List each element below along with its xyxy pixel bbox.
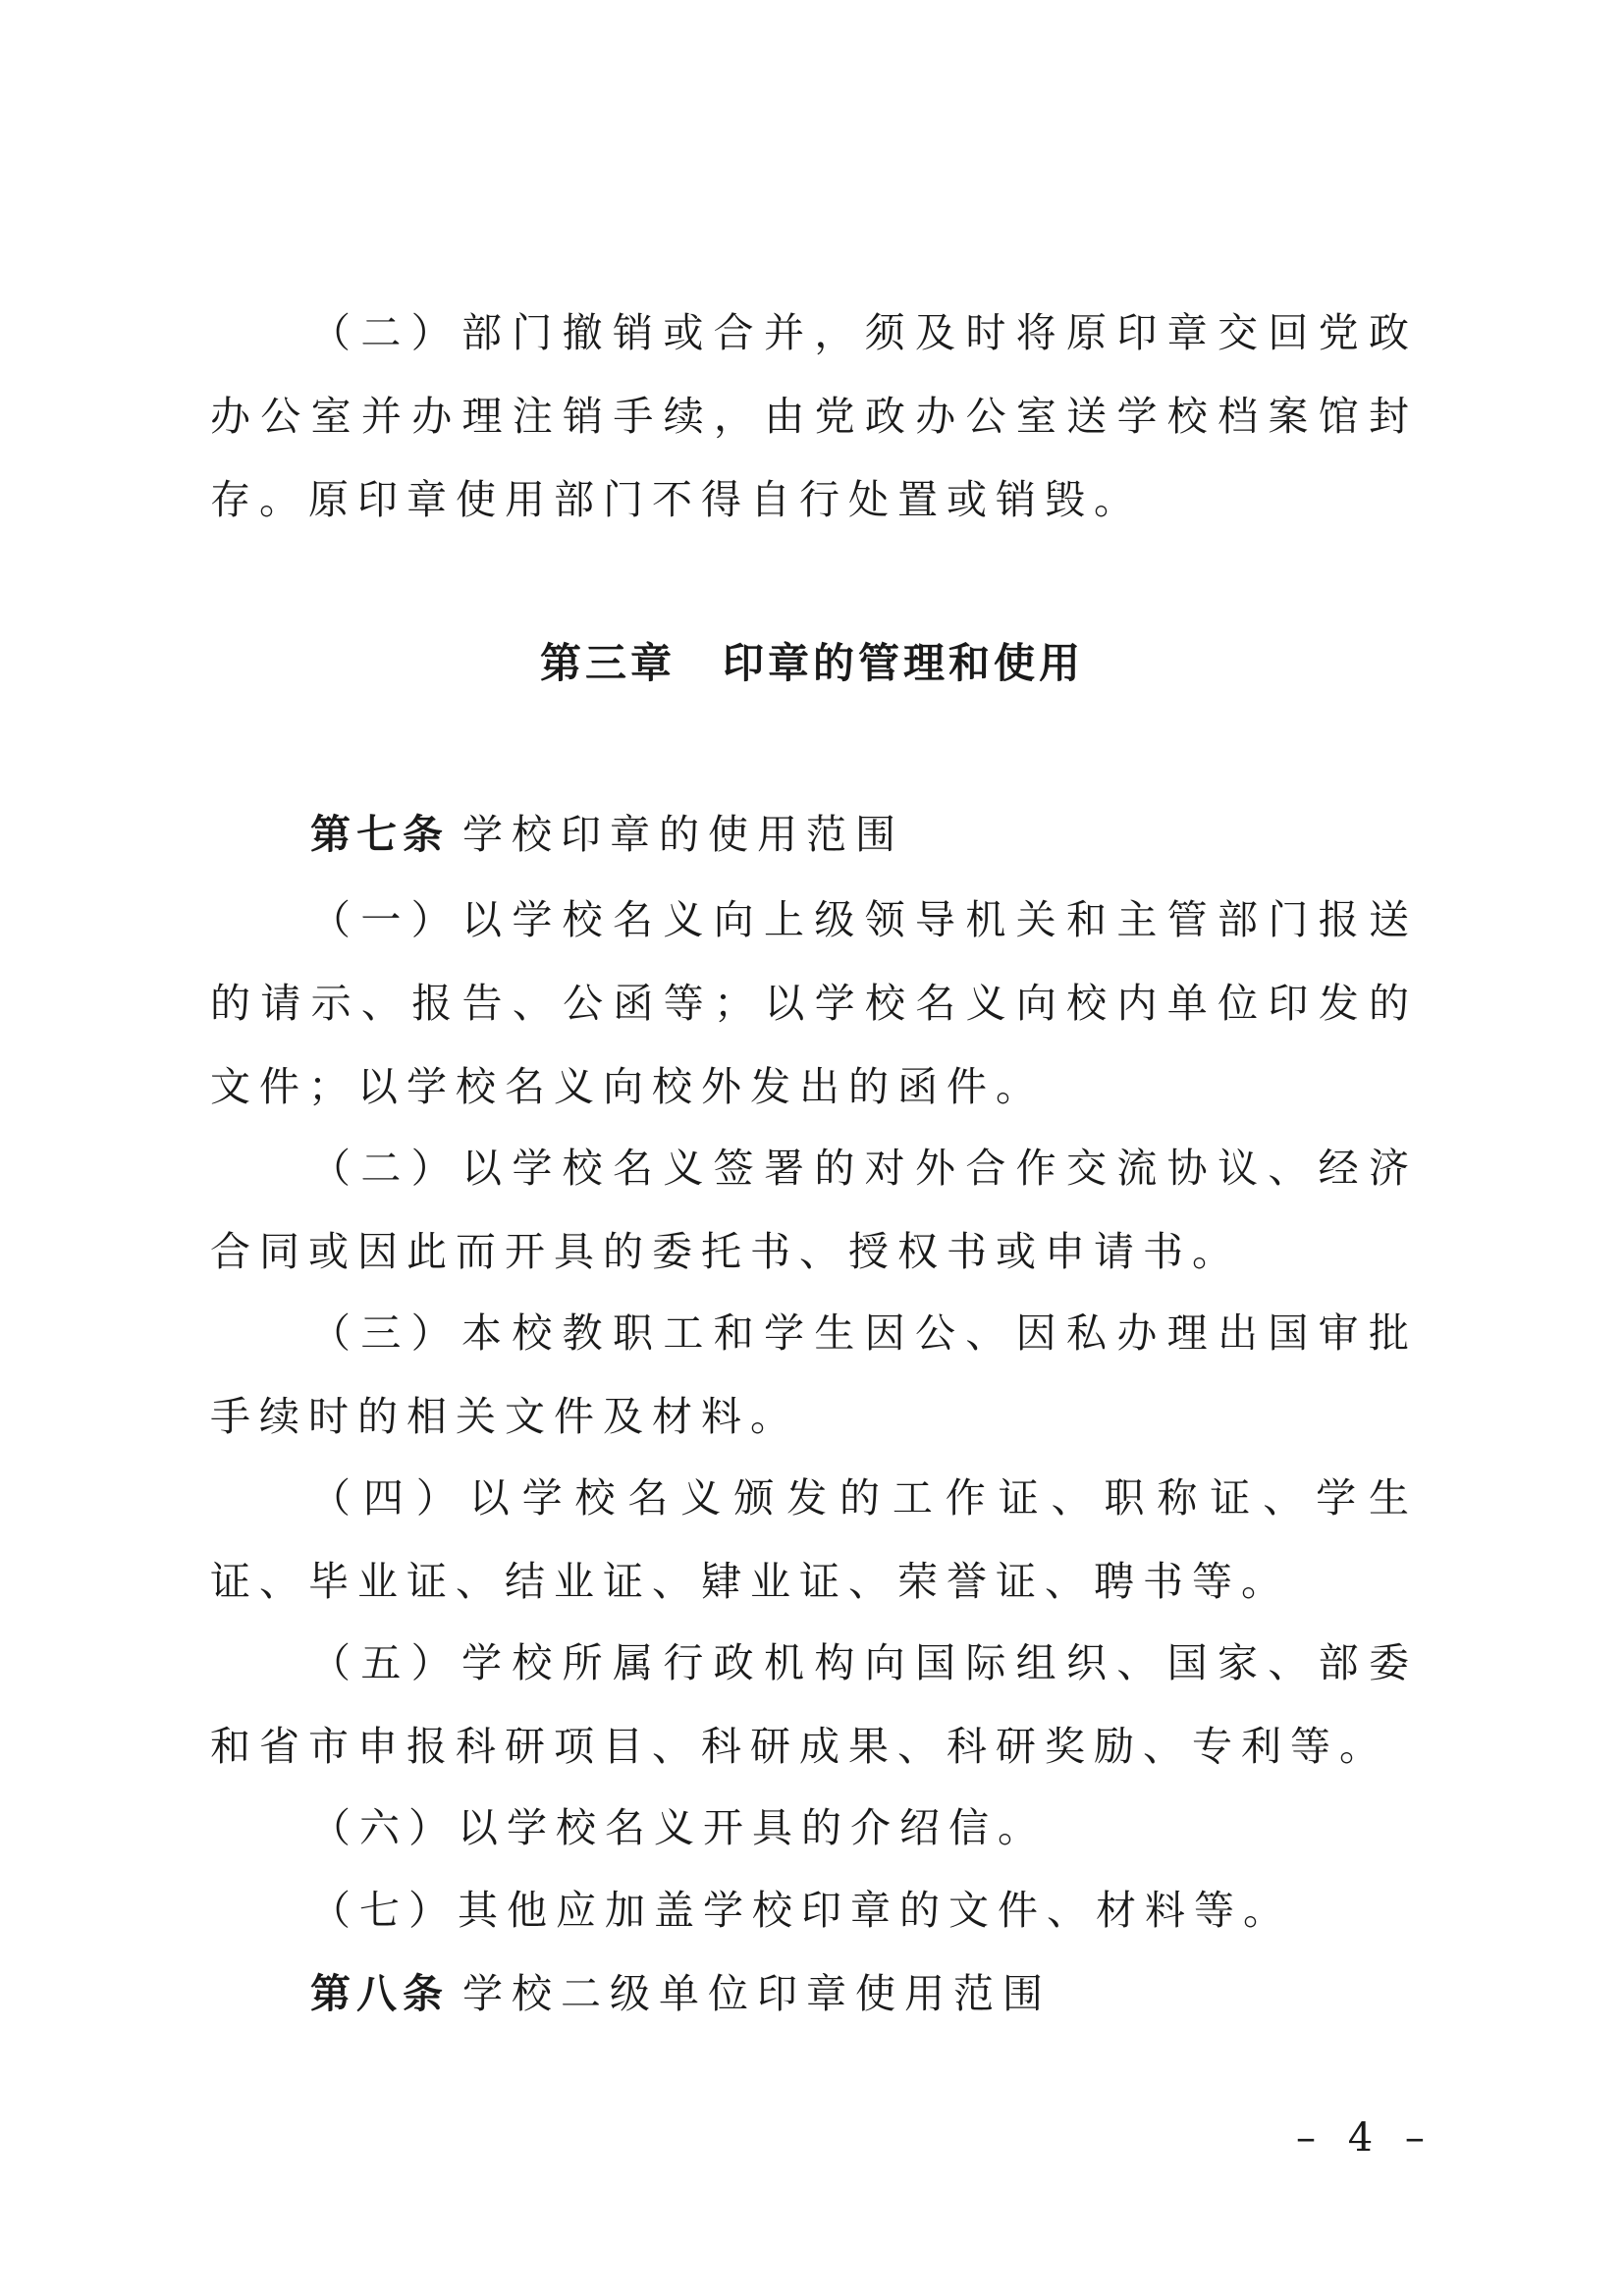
chapter-number: 第三章 <box>539 639 676 687</box>
article-7-title: 学校印章的使用范围 <box>462 811 904 858</box>
article-7-heading <box>310 805 904 864</box>
article-8-heading <box>310 1964 1052 2023</box>
list-item-1: （一）以学校名义向上级领导机关和主管部门报送的请示、报告、公函等；以学校名义向校内单位印发的文件；以学校名义向校外发出的函件。 <box>210 896 1418 1110</box>
chapter-title <box>0 634 1624 693</box>
list-item-4: （四）以学校名义颁发的工作证、职称证、学生证、毕业证、结业证、肄业证、荣誉证、聘书等。 <box>210 1474 1418 1605</box>
page-number: – 4 – <box>1296 2115 1435 2161</box>
paragraph-dept-merger: （二）部门撤销或合并，须及时将原印章交回党政办公室并办理注销手续，由党政办公室送学校档案馆封存。原印章使用部门不得自行处置或销毁。 <box>210 309 1418 523</box>
article-8-lead: 第八条 <box>310 1970 449 2017</box>
list-item-5: （五）学校所属行政机构向国际组织、国家、部委和省市申报科研项目、科研成果、科研奖励、专利等。 <box>210 1639 1418 1770</box>
list-item-7: （七）其他应加盖学校印章的文件、材料等。 <box>310 1887 1292 1934</box>
article-7-lead: 第七条 <box>310 811 449 858</box>
list-item-3: （三）本校教职工和学生因公、因私办理出国审批手续时的相关文件及材料。 <box>210 1309 1418 1440</box>
list-item-2: （二）以学校名义签署的对外合作交流协议、经济合同或因此而开具的委托书、授权书或申请书。 <box>210 1145 1418 1275</box>
article-8-title: 学校二级单位印章使用范围 <box>462 1970 1052 2017</box>
chapter-name: 印章的管理和使用 <box>723 639 1085 687</box>
list-item-6: （六）以学校名义开具的介绍信。 <box>310 1804 1047 1851</box>
